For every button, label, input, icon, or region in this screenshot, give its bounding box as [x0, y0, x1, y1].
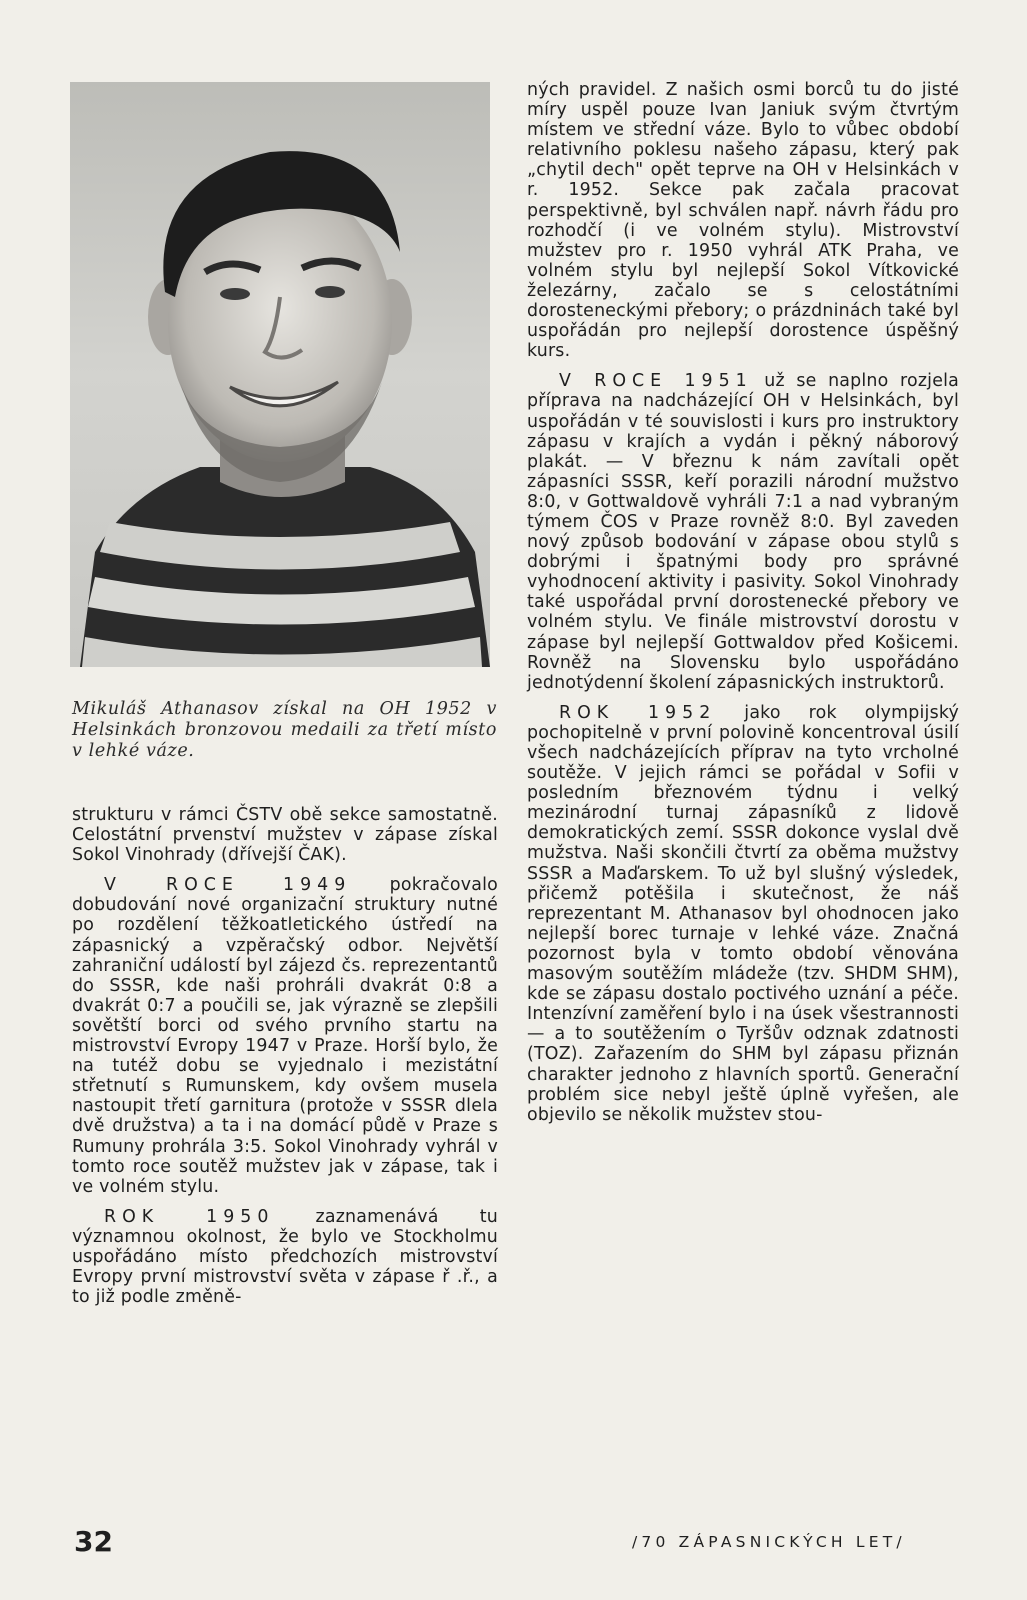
portrait-photo	[70, 82, 490, 667]
paragraph: ných pravidel. Z našich osmi borců tu do jisté míry uspěl pouze Ivan Janiuk svým čtvrtým místem ve střední váze. Bylo to vůbec období relativního poklesu našeho zápasu, který pak „chytil dech" opět teprve na OH v Helsinkách v r. 1952. Sekce pak začala pracovat perspektivně, byl schválen např. návrh řádu pro rozhodčí (i ve volném stylu). Mistrovství mužstev pro r. 1950 vyhrál ATK Praha, ve volném stylu byl nejlepší Sokol Vítkovické železárny, začalo se s celostátními dorosteneckými přebory; o prázdninách také byl uspořádán pro nejlepší dorostence úspěšný kurs.	[527, 80, 959, 362]
running-footer: /70 ZÁPASNICKÝCH LET/	[632, 1533, 906, 1551]
page-number: 32	[74, 1525, 113, 1558]
paragraph	[527, 703, 959, 1125]
paragraph-lead: ROK 1950	[104, 1206, 275, 1227]
paragraph-lead: V ROCE 1951	[559, 371, 753, 392]
paragraph-body: pokračovalo dobudování nové organizační struktury nutné po rozdělení těžkoatletického ústředí na zápasnický a vzpěračský odbor. Největší zahraniční událostí byl zájezd čs. reprezentantů do SSSR, kde naši prohráli dvakrát 0:8 a dvakrát 0:7 a poučili se, jak výrazně se zlepšili sovětští borci od svého prvního startu na mistrovství Evropy 1947 v Praze. Horší bylo, že na tutéž dobu se vyjednalo i mezistátní střetnutí s Rumunskem, kdy ovšem musela nastoupit třetí garnitura (protože v SSSR dlela dvě družstva) a ta i na domácí půdě v Praze s Rumuny prohrála 3:5. Sokol Vinohrady vyhrál v tomto roce soutěž mužstev jak v zápase, tak i ve volném stylu.	[72, 875, 498, 1197]
paragraph: strukturu v rámci ČSTV obě sekce samostatně. Celostátní prvenství mužstev v zápase získal Sokol Vinohrady (dřívejší ČAK).	[72, 805, 498, 866]
paragraph	[72, 875, 498, 1197]
paragraph-body: jako rok olympijský pochopitelně v první polovině koncentroval úsilí všech nadcházejících příprav na tyto vrcholné soutěže. V jejich rámci se pořádal v Sofii v posledním březnovém týdnu i velký mezinárodní turnaj zápasníků z lidově demokratických zemí. SSSR dokonce vyslal dvě mužstva. Naši skončili čtvrtí za oběma mužstvy SSSR a Maďarskem. To už byl slušný výsledek, přičemž potěšila i skutečnost, že náš reprezentant M. Athanasov byl ohodnocen jako nejlepší borec turnaje v lehké váze. Značná pozornost byla v tomto období věnována masovým soutěžím mládeže (tzv. SHDM SHM), kde se zápasu dostalo poctivého uznání a péče. Intenzívní zaměření bylo i na úsek všestrannosti — a to soutěžením o Tyršův odznak zdatnosti (TOZ). Zařazením do SHM byl zápasu přiznán charakter jednoho z hlavních sportů. Generační problém sice nebyl ještě úplně vyřešen, ale objevilo se několik mužstev stou-	[527, 702, 959, 1125]
paragraph	[527, 371, 959, 693]
paragraph-body: už se naplno rozjela příprava na nadcházející OH v Helsinkách, byl uspořádán v té souvislosti i kurs pro instruktory zápasu v krajích a vydán i pěkný náborový plakát. — V březnu k nám zavítali opět zápasníci SSSR, keří porazili národní mužstvo 8:0, v Gottwaldově vyhráli 7:1 a nad vybraným týmem ČOS v Praze rovněž 8:0. Byl zaveden nový způsob bodování v zápase obou stylů s dobrými i špatnými body pro správné vyhodnocení aktivity i pasivity. Sokol Vinohrady také uspořádal první dorostenecké přebory ve volném stylu. Ve finále mistrovství dorostu v zápase byl nejlepší Gottwaldov před Košicemi. Rovněž na Slovensku bylo uspořádáno jednotýdenní školení zápasnických instruktorů.	[527, 371, 959, 693]
photo-caption: Mikuláš Athanasov získal na OH 1952 v Helsinkách bronzovou medaili za třetí místo v lehké váze.	[72, 699, 497, 761]
text-column-right	[527, 80, 959, 1125]
paragraph	[72, 1207, 498, 1307]
text-column-left	[72, 805, 498, 1307]
paragraph-body: zaznamenává tu významnou okolnost, že bylo ve Stockholmu uspořádáno místo předchozích mistrovství Evropy první mistrovství světa v zápase ř .ř., a to již podle změně-	[72, 1206, 498, 1308]
paragraph-lead: ROK 1952	[559, 702, 717, 723]
paragraph-lead: V ROCE 1949	[104, 875, 352, 896]
